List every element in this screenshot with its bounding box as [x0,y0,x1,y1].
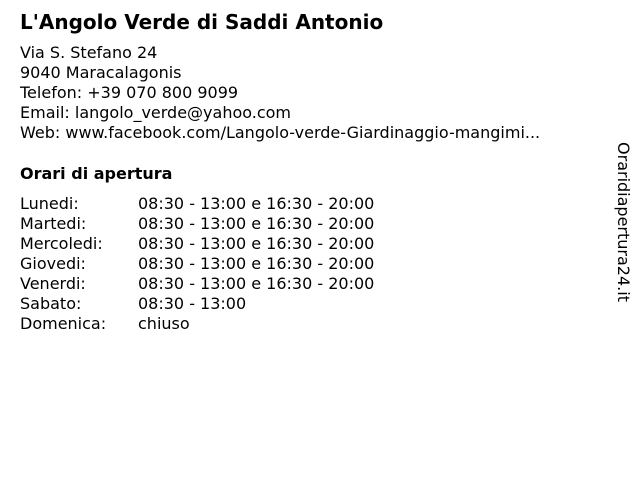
city: 9040 Maracalagonis [20,63,182,82]
day-label: Venerdi: [20,274,86,293]
day-hours: chiuso [138,314,190,333]
day-hours: 08:30 - 13:00 e 16:30 - 20:00 [138,214,375,233]
day-label: Mercoledi: [20,234,103,253]
day-hours: 08:30 - 13:00 [138,294,247,313]
site-watermark [611,134,635,310]
day-hours: 08:30 - 13:00 e 16:30 - 20:00 [138,234,375,253]
day-hours: 08:30 - 13:00 e 16:30 - 20:00 [138,254,375,273]
day-label: Domenica: [20,314,107,333]
day-label: Martedi: [20,214,87,233]
contact-info [20,43,540,143]
business-name: L'Angolo Verde di Saddi Antonio [20,10,384,34]
opening-hours-heading: Orari di apertura [20,164,173,183]
phone-number: Telefon: +39 070 800 9099 [20,83,239,102]
website-link: Web: www.facebook.com/Langolo-verde-Giardinaggio-mangimi... [20,123,541,142]
day-hours: 08:30 - 13:00 e 16:30 - 20:00 [138,194,375,213]
day-label: Sabato: [20,294,82,313]
email-address: Email: langolo_verde@yahoo.com [20,103,292,122]
day-label: Giovedi: [20,254,86,273]
day-hours: 08:30 - 13:00 e 16:30 - 20:00 [138,274,375,293]
street-address: Via S. Stefano 24 [20,43,158,62]
day-label: Lunedi: [20,194,79,213]
watermark-text: Oraridiapertura24.it [614,142,633,302]
